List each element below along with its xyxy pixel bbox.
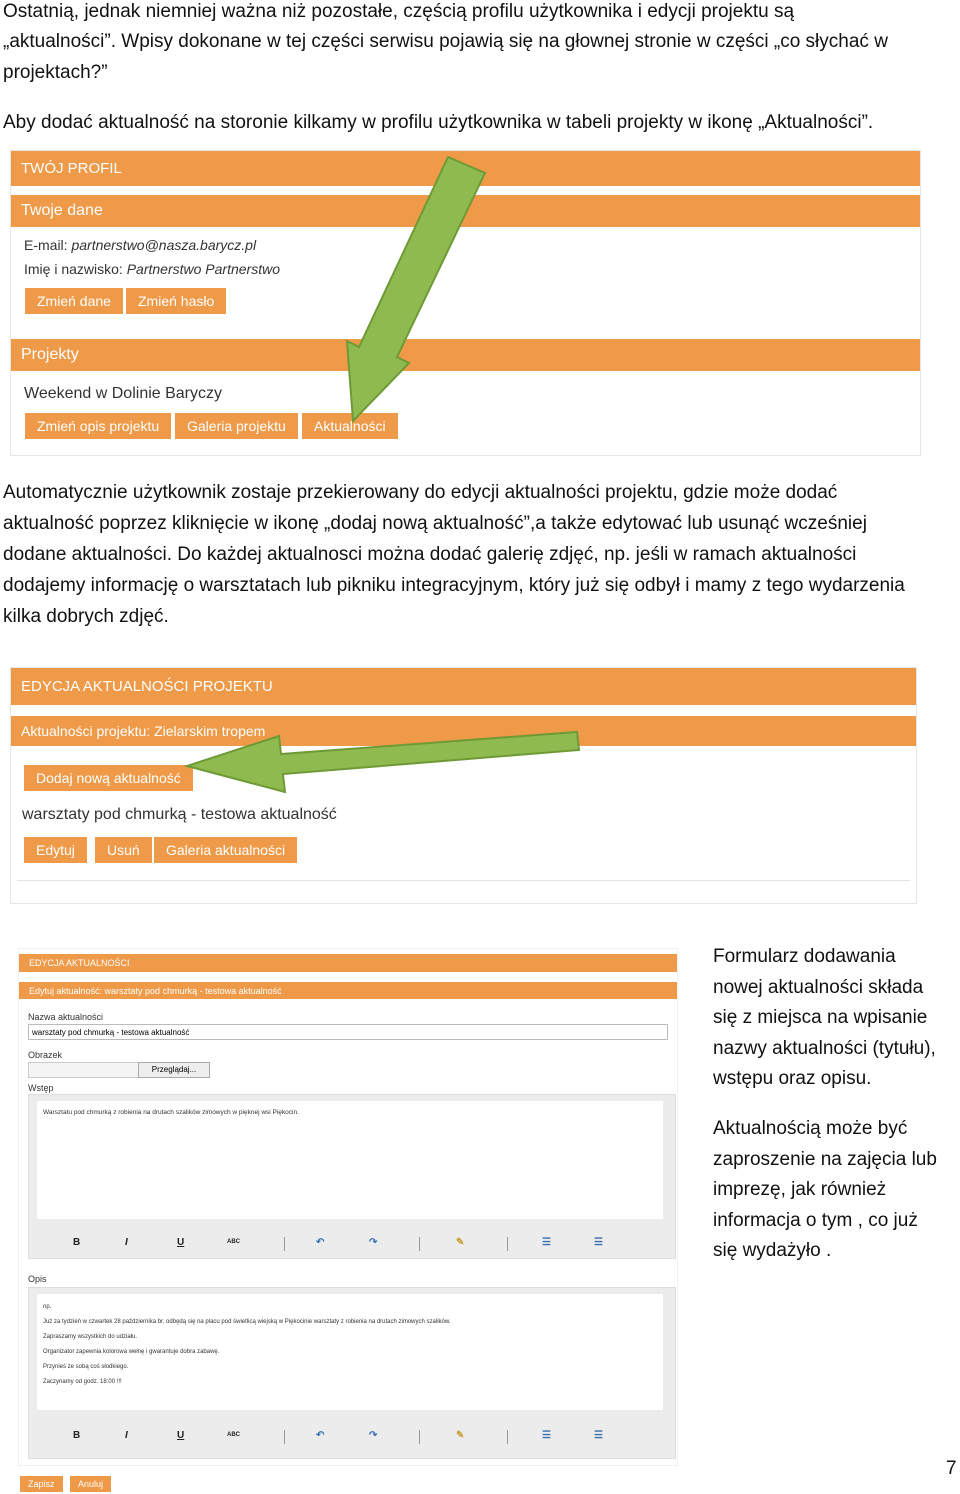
description-line: Już za tydzień w czwartek 28 października br. odbędą się na placu pod świetlicą wiejską w Piękocinie warsztaty z robienia na drutach zimowych szalików. [43, 1319, 451, 1325]
form-header-text: EDYCJA AKTUALNOŚCI [29, 958, 130, 968]
section-projects-title: Projekty [21, 346, 79, 363]
pointer-arrow-icon [11, 668, 918, 905]
strikethrough-icon[interactable]: ABC [227, 1432, 240, 1438]
intro-editor[interactable] [28, 1094, 676, 1259]
delete-button[interactable]: Usuń [95, 837, 152, 863]
bullet-list-icon[interactable]: ☰ [542, 1430, 551, 1441]
description-line: Zaczynamy od godz. 18:00 !!! [43, 1379, 122, 1385]
profile-header-text: TWÓJ PROFIL [21, 160, 122, 177]
name-value: Partnerstwo Partnerstwo [126, 261, 280, 277]
image-label: Obrazek [28, 1050, 63, 1060]
side-line: się z miejsca na wpisanie [713, 1007, 928, 1028]
intro-label: Wstęp [28, 1083, 54, 1093]
page-number: 7 [946, 1458, 957, 1479]
side-line: Aktualnością może być [713, 1118, 908, 1139]
undo-icon[interactable]: ↶ [316, 1237, 325, 1248]
cancel-button[interactable]: Anuluj [70, 1476, 111, 1492]
news-name-input[interactable]: warsztaty pod chmurką - testowa aktualność [28, 1024, 668, 1040]
add-news-button[interactable]: Dodaj nową aktualność [24, 765, 193, 791]
pointer-arrow-icon [11, 151, 922, 457]
middle-line-2: aktualność poprzez kliknięcie w ikonę „dodaj nową aktualność”,a także edytować lub usunąć wcześniej [3, 513, 867, 534]
intro-line-4: Aby dodać aktualność na storonie kilkamy w profilu użytkownika w tabeli projekty w ikonę „Aktualności”. [3, 112, 874, 133]
news-edit-screenshot [10, 667, 917, 904]
toolbar-separator [284, 1237, 285, 1251]
news-gallery-button[interactable]: Galeria aktualności [154, 837, 297, 863]
intro-line-3: projektach?” [3, 62, 108, 83]
strikethrough-icon[interactable]: ABC [227, 1239, 240, 1245]
side-line: nowej aktualności składa [713, 976, 924, 998]
email-value: partnerstwo@nasza.barycz.pl [71, 237, 257, 253]
description-line: Organizator zapewnia kolorowa wełnę i gwarantuje dobra zabawę. [43, 1349, 220, 1355]
description-editor[interactable] [28, 1287, 676, 1459]
news-form-screenshot [18, 948, 678, 1466]
project-gallery-button[interactable]: Galeria projektu [175, 413, 298, 439]
underline-icon[interactable]: U [177, 1237, 185, 1248]
side-line: zaproszenie na zajęcia lub [713, 1148, 937, 1170]
side-line: imprezę, jak również [713, 1179, 887, 1200]
middle-line-1: Automatycznie użytkownik zostaje przekierowany do edycji aktualności projektu, gdzie może dodać [3, 482, 838, 503]
news-edit-header-text: EDYCJA AKTUALNOŚCI PROJEKTU [21, 678, 273, 695]
section-data-title: Twoje dane [21, 202, 103, 219]
side-line: się wydażyło . [713, 1240, 832, 1261]
description-line: Zapraszamy wszystkich do udziału. [43, 1334, 138, 1340]
form-subheader-text: Edytuj aktualność: warsztaty pod chmurką - testowa aktualność [29, 985, 282, 996]
toolbar-separator [284, 1430, 285, 1444]
toolbar-separator [419, 1237, 420, 1251]
profile-screenshot [10, 150, 921, 456]
side-line: informacja o tym , co już [713, 1209, 918, 1231]
description-toolbar [29, 1424, 675, 1450]
news-item-title: warsztaty pod chmurką - testowa aktualność [22, 806, 337, 823]
intro-text: Warsztatu pod chmurką z robienia na drutach szalików zimowych w pięknej wsi Piękocin. [43, 1109, 299, 1116]
clean-format-icon[interactable]: ✎ [456, 1430, 465, 1441]
bold-icon[interactable]: B [73, 1237, 81, 1248]
middle-line-4: dodajemy informację o warsztatach lub pikniku integracyjnym, który już się odbył i mamy z tego wydarzenia [3, 575, 905, 596]
description-label: Opis [28, 1274, 47, 1284]
project-name: Weekend w Dolinie Baryczy [24, 385, 223, 402]
intro-toolbar [29, 1231, 675, 1257]
name-label: Imię i nazwisko: [24, 261, 123, 277]
browse-button[interactable]: Przeglądaj... [138, 1062, 210, 1078]
italic-icon[interactable]: I [125, 1237, 128, 1248]
intro-line-1: Ostatnią, jednak niemniej ważna niż pozostałe, częścią profilu użytkownika i edycji projektu są [3, 1, 795, 22]
change-password-button[interactable]: Zmień hasło [126, 288, 226, 314]
undo-icon[interactable]: ↶ [316, 1430, 325, 1441]
redo-icon[interactable]: ↷ [369, 1430, 378, 1441]
name-label: Nazwa aktualności [28, 1012, 104, 1022]
email-label: E-mail: [24, 237, 68, 253]
underline-icon[interactable]: U [177, 1430, 185, 1441]
change-description-button[interactable]: Zmień opis projektu [25, 413, 171, 439]
redo-icon[interactable]: ↷ [369, 1237, 378, 1248]
save-button[interactable]: Zapisz [20, 1476, 63, 1492]
side-paragraph-2 [713, 1114, 937, 1267]
description-text-area[interactable] [37, 1294, 663, 1410]
change-data-button[interactable]: Zmień dane [25, 288, 123, 314]
toolbar-separator [507, 1430, 508, 1444]
italic-icon[interactable]: I [125, 1430, 128, 1441]
side-line: nazwy aktualności (tytułu), [713, 1037, 936, 1059]
description-line: np. [43, 1304, 52, 1310]
news-edit-subheader-text: Aktualności projektu: Zielarskim tropem [21, 723, 266, 739]
description-line: Przynieś ze sobą coś słodkiego. [43, 1364, 129, 1370]
news-button[interactable]: Aktualności [302, 413, 398, 439]
toolbar-separator [507, 1237, 508, 1251]
image-file-input[interactable] [28, 1062, 140, 1078]
numbered-list-icon[interactable]: ☰ [594, 1430, 603, 1441]
middle-line-5: kilka dobrych zdjęć. [3, 606, 169, 627]
bullet-list-icon[interactable]: ☰ [542, 1237, 551, 1248]
bold-icon[interactable]: B [73, 1430, 81, 1441]
numbered-list-icon[interactable]: ☰ [594, 1237, 603, 1248]
intro-text-area[interactable] [37, 1101, 663, 1219]
middle-line-3: dodane aktualności. Do każdej aktualnosci można dodać galerię zdjęć, np. jeśli w ramach aktualności [3, 544, 857, 565]
form-header [19, 954, 677, 972]
edit-button[interactable]: Edytuj [24, 837, 87, 863]
toolbar-separator [419, 1430, 420, 1444]
form-subheader [19, 982, 677, 999]
side-paragraph-1 [713, 942, 936, 1095]
intro-line-2: „aktualności”. Wpisy dokonane w tej części serwisu pojawią się na głownej stronie w części „co słychać w [3, 31, 888, 52]
side-line: wstępu oraz opisu. [713, 1068, 872, 1089]
side-line: Formularz dodawania [713, 946, 896, 967]
clean-format-icon[interactable]: ✎ [456, 1237, 465, 1248]
